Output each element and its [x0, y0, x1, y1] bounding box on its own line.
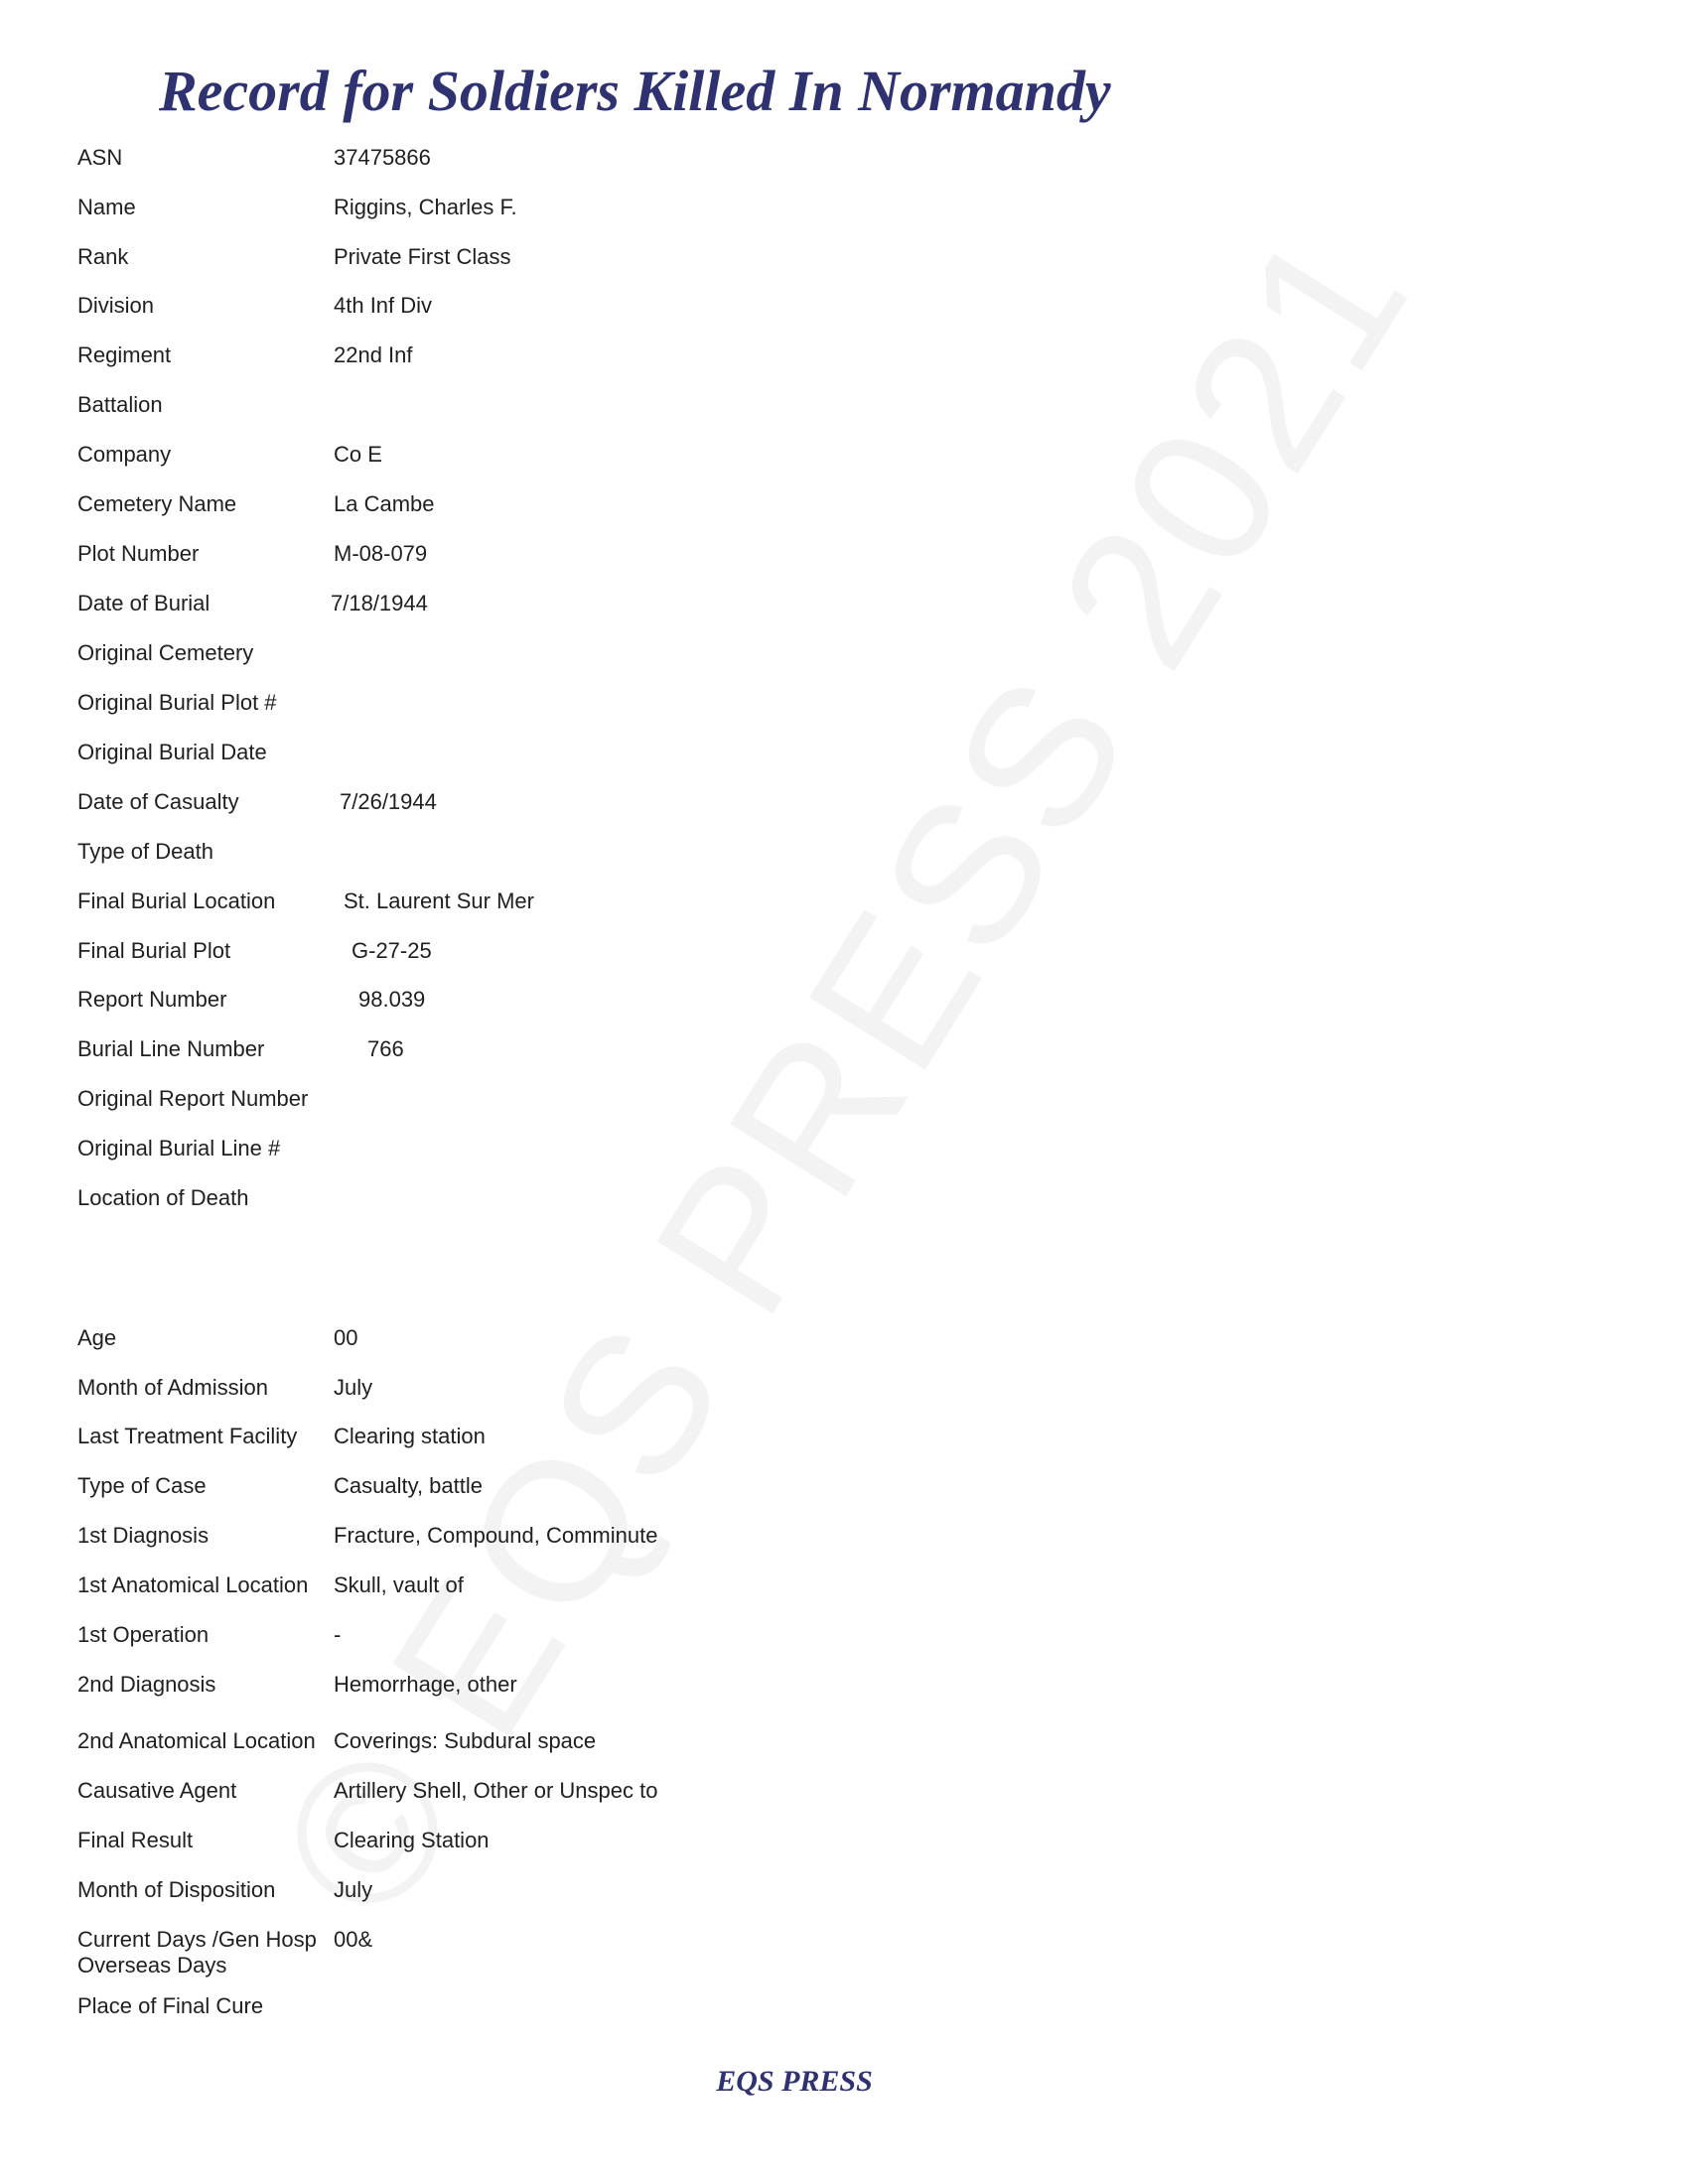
- field-value: 00: [334, 1325, 358, 1350]
- field-value: G-27-25: [352, 938, 432, 963]
- field-value: Clearing station: [334, 1424, 486, 1448]
- field-label: Type of Death: [77, 839, 213, 864]
- field-label: Date of Burial: [77, 591, 211, 615]
- field-label: Type of Case: [77, 1473, 207, 1498]
- field-label: Burial Line Number: [77, 1036, 265, 1061]
- field-value: Skull, vault of: [334, 1572, 464, 1597]
- field-label: Current Days /Gen Hosp Overseas Days: [77, 1927, 317, 1978]
- field-label: Final Burial Plot: [77, 938, 231, 963]
- field-label: Plot Number: [77, 541, 200, 566]
- field-value: 98.039: [358, 987, 426, 1012]
- field-value: Private First Class: [334, 244, 511, 269]
- field-value: 37475866: [334, 145, 431, 170]
- field-value: 766: [367, 1036, 404, 1061]
- field-label: Original Cemetery: [77, 640, 254, 665]
- field-value: -: [334, 1622, 342, 1647]
- field-label: Final Result: [77, 1828, 194, 1852]
- field-value: St. Laurent Sur Mer: [344, 888, 534, 913]
- field-label: Report Number: [77, 987, 227, 1012]
- field-label: Cemetery Name: [77, 491, 237, 516]
- field-label: Division: [77, 293, 155, 318]
- field-value: Casualty, battle: [334, 1473, 484, 1498]
- field-label: 1st Diagnosis: [77, 1523, 210, 1548]
- field-value: July: [334, 1877, 373, 1902]
- field-label: Place of Final Cure: [77, 1993, 264, 2018]
- field-label: Last Treatment Facility: [77, 1424, 298, 1448]
- field-label: Month of Admission: [77, 1375, 268, 1400]
- field-label: Month of Disposition: [77, 1877, 276, 1902]
- publisher-footer: EQS PRESS: [716, 2065, 873, 2098]
- field-value: M-08-079: [334, 541, 428, 566]
- field-label: Age: [77, 1325, 117, 1350]
- field-label: Date of Casualty: [77, 789, 239, 814]
- field-label: 1st Anatomical Location: [77, 1572, 309, 1597]
- field-value: Hemorrhage, other: [334, 1672, 517, 1697]
- field-label: 1st Operation: [77, 1622, 210, 1647]
- field-value: Coverings: Subdural space: [334, 1728, 597, 1753]
- field-label: Name: [77, 195, 136, 219]
- field-label: Company: [77, 442, 172, 467]
- field-value: Riggins, Charles F.: [334, 195, 517, 219]
- field-value: Clearing Station: [334, 1828, 490, 1852]
- field-value: 22nd Inf: [334, 342, 413, 367]
- field-label: Original Burial Plot #: [77, 690, 277, 715]
- field-label: 2nd Anatomical Location: [77, 1728, 316, 1753]
- field-value: Fracture, Compound, Comminute: [334, 1523, 658, 1548]
- field-label: Original Burial Date: [77, 740, 267, 764]
- field-label: Regiment: [77, 342, 172, 367]
- field-label: Original Burial Line #: [77, 1136, 281, 1160]
- field-value: 00&: [334, 1927, 373, 1952]
- field-label: Rank: [77, 244, 129, 269]
- field-label: ASN: [77, 145, 123, 170]
- field-label: Causative Agent: [77, 1778, 237, 1803]
- field-value: 4th Inf Div: [334, 293, 433, 318]
- field-label: Original Report Number: [77, 1086, 309, 1111]
- field-value: 7/18/1944: [331, 591, 428, 615]
- field-value: Artillery Shell, Other or Unspec to: [334, 1778, 658, 1803]
- field-value: La Cambe: [334, 491, 435, 516]
- field-label: Battalion: [77, 392, 163, 417]
- field-value: 7/26/1944: [340, 789, 437, 814]
- field-value: Co E: [334, 442, 382, 467]
- page-title: Record for Soldiers Killed In Normandy: [159, 59, 1111, 123]
- field-label: 2nd Diagnosis: [77, 1672, 216, 1697]
- field-value: July: [334, 1375, 373, 1400]
- field-label: Location of Death: [77, 1185, 249, 1210]
- field-label: Final Burial Location: [77, 888, 276, 913]
